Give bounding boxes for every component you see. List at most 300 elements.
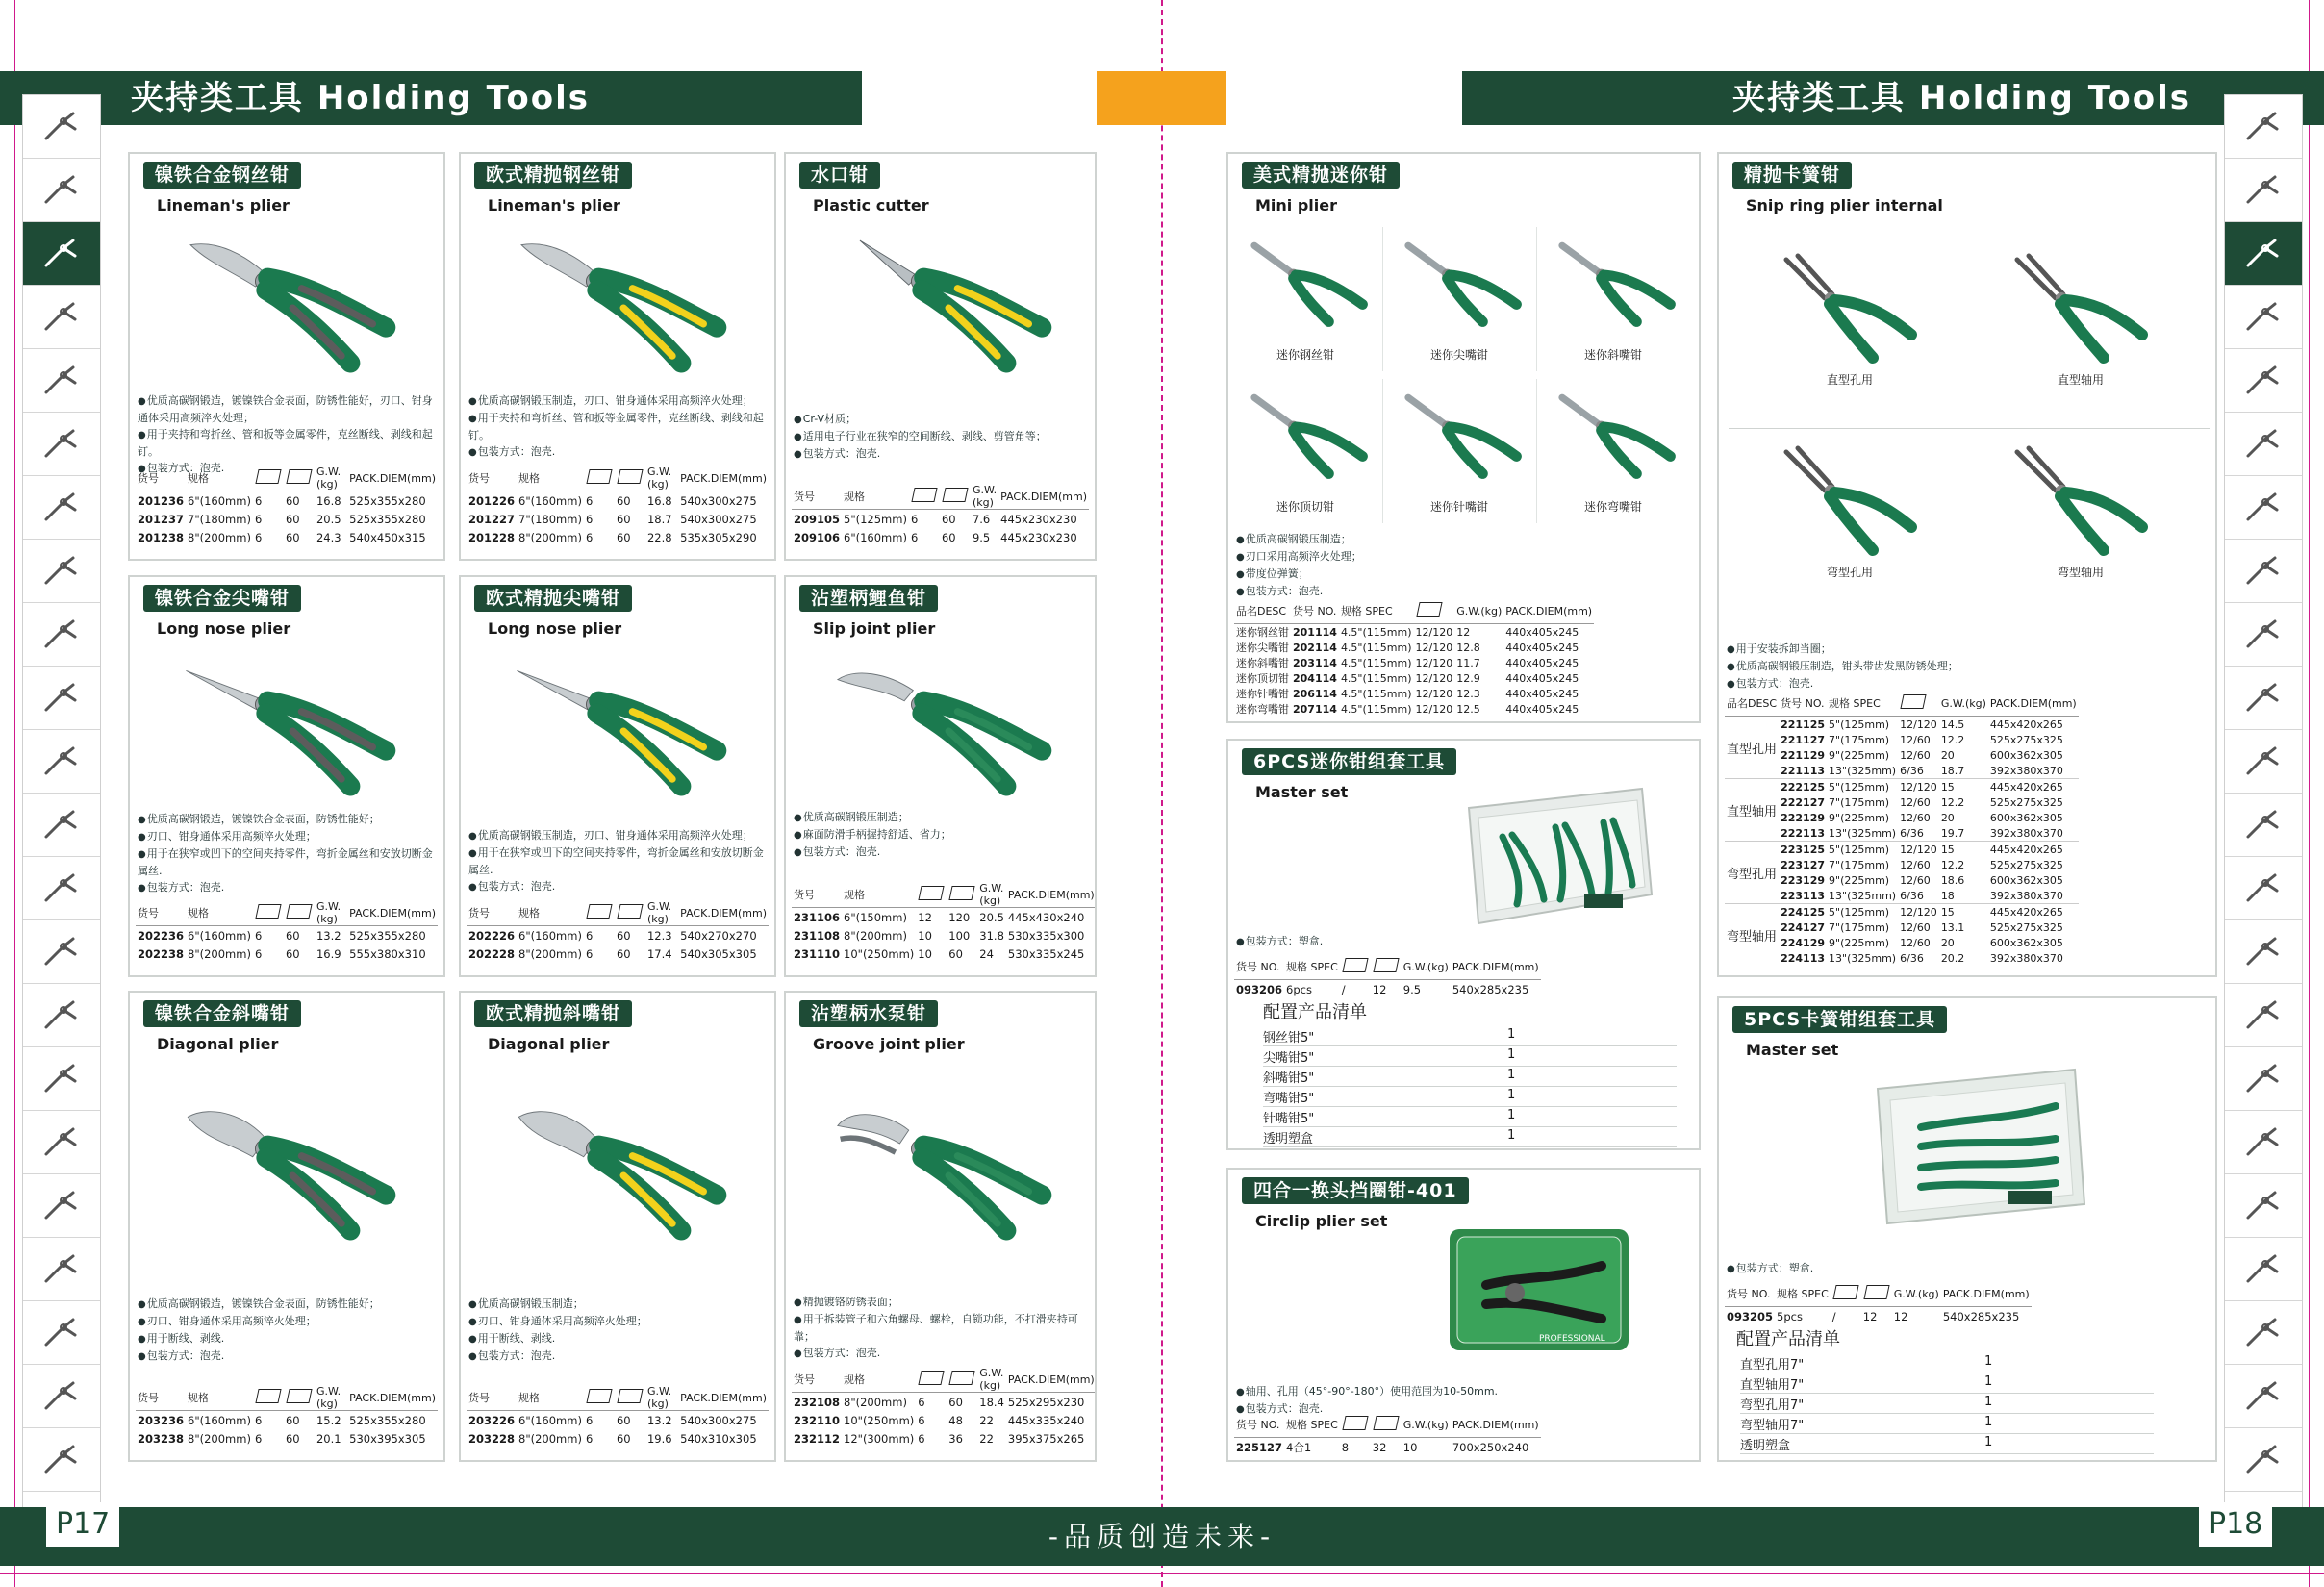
socket-icon[interactable] <box>23 1047 100 1111</box>
table-row <box>1725 842 2079 858</box>
mini-plier-panel <box>1226 152 1701 723</box>
col-header-box-icon <box>615 900 645 926</box>
table-cell: 60 <box>948 1395 963 1409</box>
wrench-icon[interactable] <box>23 286 100 349</box>
table-cell: 20 <box>1940 811 1955 824</box>
col-header-box-icon <box>253 900 284 926</box>
table-row <box>1234 670 1594 686</box>
table-cell: 13.2 <box>646 1413 672 1427</box>
config-qty: 1 <box>1984 1374 1993 1389</box>
tool-box-icon[interactable] <box>2225 1365 2302 1428</box>
table-cell: 6 <box>254 530 263 544</box>
table-cell: 7"(175mm) <box>1829 858 1890 871</box>
circlip-package-image <box>1448 1227 1630 1352</box>
col-header: 货号 <box>138 907 159 919</box>
desc-line: ● 用于拆装管子和六角螺母、螺栓，自锁功能，不打滑夹持可靠； <box>794 1311 1087 1345</box>
set5-case-image <box>1863 1060 2094 1233</box>
carton-icon <box>286 469 312 484</box>
mini-plier-label: 迷你弯嘴钳 <box>1584 500 1643 514</box>
table-cell: 13"(325mm) <box>1829 764 1897 777</box>
table-cell: 9"(225mm) <box>1829 936 1890 949</box>
table-cell: 203114 <box>1293 656 1337 669</box>
plier-image <box>824 644 1055 802</box>
table-cell: 9"(225mm) <box>1829 873 1890 887</box>
table-cell: 11.7 <box>1456 656 1480 669</box>
table-cell: 540x285x235 <box>1942 1309 2020 1323</box>
col-header: G.W.(kg) <box>1893 1287 1939 1300</box>
table-cell: 525x275x325 <box>1989 733 2063 746</box>
col-header: G.W.(kg) <box>316 466 341 491</box>
table-row <box>467 926 769 945</box>
table-row <box>1725 1307 2032 1326</box>
desc-line: ● 优质高碳钢锻压制造； <box>1236 531 1691 548</box>
table-row <box>1725 904 2079 920</box>
hex-key-icon[interactable] <box>23 857 100 920</box>
table-cell: 20.2 <box>1940 951 1965 965</box>
snap-en-title: Snip ring plier internal <box>1746 196 1943 214</box>
table-row <box>1234 655 1594 670</box>
group-label: 直型孔用 <box>1727 742 1778 757</box>
table-cell: 12 <box>1456 625 1471 639</box>
table-cell: 540x450x315 <box>349 530 426 544</box>
table-cell: 525x295x230 <box>1007 1395 1085 1409</box>
knife-icon-glyph <box>40 806 83 844</box>
table-cell: 392x380x370 <box>1989 889 2063 902</box>
table-cell: 20 <box>1940 748 1955 762</box>
carton-icon <box>617 904 643 919</box>
crimper-icon-glyph <box>40 616 83 654</box>
config-divider <box>1263 1126 1677 1127</box>
clamp-icon[interactable] <box>23 1174 100 1238</box>
table-row <box>792 908 1097 927</box>
carton-icon <box>1342 1416 1368 1430</box>
stapler-icon[interactable] <box>23 667 100 730</box>
table-cell: 223113 <box>1781 889 1826 902</box>
caulking-gun-icon[interactable] <box>23 1301 100 1365</box>
mini-plier-cell <box>1546 379 1690 523</box>
table-cell: 15.2 <box>316 1413 341 1427</box>
table-row <box>1234 686 1594 701</box>
table-cell: 18.6 <box>1940 873 1965 887</box>
desc-line: ● 刃口采用高频淬火处理； <box>1236 548 1691 566</box>
mini-plier-cell <box>1546 227 1690 371</box>
table-header-row <box>792 882 1097 908</box>
col-header: 规格 <box>518 472 541 485</box>
table-cell: 540x300x275 <box>680 512 757 526</box>
config-item: 尖嘴钳5" <box>1263 1051 1315 1066</box>
table-cell: 8"(200mm) <box>518 1431 582 1446</box>
welding-mask-icon[interactable] <box>23 1111 100 1174</box>
table-cell: 迷你钢丝钳 <box>1236 626 1289 639</box>
mini-cn-title: 美式精抛迷你钳 <box>1242 162 1400 189</box>
hammer-icon[interactable] <box>23 349 100 413</box>
knife-icon[interactable] <box>23 794 100 857</box>
table-row <box>792 945 1097 963</box>
mini-plier-image <box>1246 387 1376 487</box>
table-cell: 16.8 <box>316 493 341 508</box>
desc-line: ● 包装方式：泡壳. <box>1727 675 2208 693</box>
col-header: PACK.DIEM(mm) <box>349 906 436 919</box>
snap-grid-divider <box>1729 428 2210 429</box>
col-header-box-icon <box>615 466 645 491</box>
screwdriver-icon[interactable] <box>23 413 100 476</box>
panel-cn-title: 镍铁合金斜嘴钳 <box>143 1000 301 1027</box>
clamp-icon[interactable] <box>2225 1174 2302 1238</box>
insulated-pliers-icon[interactable] <box>2225 476 2302 540</box>
table-cell: 19.7 <box>1940 826 1965 840</box>
table-cell: 7"(175mm) <box>1829 733 1890 746</box>
file-icon[interactable] <box>23 920 100 984</box>
table-cell: 6 <box>254 946 263 961</box>
mini-plier-cell <box>1392 379 1537 523</box>
socket-icon[interactable] <box>2225 1047 2302 1111</box>
col-header: 规格 <box>188 1392 210 1404</box>
right-title-bar <box>1462 71 2324 125</box>
table-cell: 203236 <box>138 1413 185 1427</box>
table-cell: 12/120 <box>1415 671 1453 685</box>
desc-line: ● 优质高碳钢锻压制造； <box>794 809 1087 826</box>
col-header: 规格 <box>844 1373 866 1386</box>
table-cell: 232112 <box>794 1431 841 1446</box>
table-header-row <box>136 466 438 491</box>
panel-description <box>468 392 767 461</box>
desc-line: ● 适用电子行业在狭窄的空间断线、剥线、剪管角等； <box>794 428 1087 445</box>
desc-line: ● 优质高碳钢锻压制造，钳头带齿发黑防锈处理； <box>1727 658 2208 675</box>
carton-icon <box>949 1371 975 1385</box>
pliers-icon[interactable] <box>2225 222 2302 286</box>
table-cell: 445x335x240 <box>1007 1413 1085 1427</box>
table-header-row <box>467 1385 769 1411</box>
drill-icon-glyph <box>40 108 83 146</box>
table-cell: 12"(300mm) <box>844 1431 915 1446</box>
table-cell: 535x305x290 <box>680 530 757 544</box>
col-header-box-icon <box>615 1385 645 1411</box>
desc-line: ● 优质高碳钢锻压制造，刃口、钳身通体采用高频淬火处理； <box>468 827 767 844</box>
table-cell: 6"(160mm) <box>518 1413 582 1427</box>
col-header: 货号 <box>468 907 490 919</box>
panel-cn-title: 镍铁合金钢丝钳 <box>143 162 301 189</box>
hammer-icon-glyph <box>40 362 83 400</box>
table-header-row <box>1234 598 1594 624</box>
table-row <box>136 528 438 546</box>
config-item: 弯型轴用7" <box>1740 1419 1805 1433</box>
desc-line: ● 优质高碳钢锻造，镀镍铁合金表面，防锈性能好； <box>138 1296 436 1313</box>
table-cell: 202228 <box>468 946 516 961</box>
table-cell: 15 <box>1940 843 1955 856</box>
snap-plier-cell <box>1969 442 2190 616</box>
caulking-gun-icon-glyph <box>40 1314 83 1352</box>
set5-config-title: 配置产品清单 <box>1736 1329 1840 1349</box>
col-header: G.W.(kg) <box>316 1385 341 1410</box>
config-divider <box>1740 1393 2154 1394</box>
table-cell: 525x355x280 <box>349 928 426 943</box>
mini-plier-cell <box>1238 379 1383 523</box>
snap-description <box>1727 641 2208 693</box>
carton-icon <box>1832 1285 1858 1299</box>
welding-mask-icon-glyph <box>2242 1123 2285 1162</box>
table-cell: 13"(325mm) <box>1829 951 1897 965</box>
config-divider <box>1740 1433 2154 1434</box>
table-cell: 540x270x270 <box>680 928 757 943</box>
drill-icon[interactable] <box>2225 95 2302 159</box>
col-header: 货号 NO. <box>1236 961 1280 973</box>
col-header-box-icon <box>584 1385 615 1411</box>
crimper-icon[interactable] <box>23 603 100 667</box>
table-cell: 12 <box>1862 1309 1878 1323</box>
product-panel-diagonal-nickel <box>128 991 445 1462</box>
table-cell: 232110 <box>794 1413 841 1427</box>
config-item: 弯型孔用7" <box>1740 1398 1805 1413</box>
table-row <box>1725 779 2079 795</box>
file-icon[interactable] <box>2225 920 2302 984</box>
table-cell: 5pcs <box>1777 1309 1803 1323</box>
panel-spec-table <box>136 900 438 963</box>
desc-line: ● 包装方式：泡壳. <box>468 1348 767 1365</box>
panel-spec-table <box>467 900 769 963</box>
tool-box-icon[interactable] <box>23 1365 100 1428</box>
table-cell: 6 <box>254 493 263 508</box>
panel-spec-table <box>792 882 1097 963</box>
carton-icon <box>255 469 281 484</box>
table-cell: 530x335x300 <box>1007 928 1085 943</box>
table-cell: 20.5 <box>979 910 1004 924</box>
table-row <box>467 1411 769 1430</box>
product-panel-plastic-cutter <box>784 152 1097 561</box>
table-row <box>1725 857 2079 872</box>
table-cell: 12/60 <box>1900 858 1931 871</box>
circlip-cn-title: 四合一换头挡圈钳-401 <box>1242 1177 1469 1204</box>
table-cell: 9"(225mm) <box>1829 748 1890 762</box>
table-cell: 202236 <box>138 928 185 943</box>
insulated-screwdriver-icon[interactable] <box>23 540 100 603</box>
desc-line: ● 优质高碳钢锻造，镀镍铁合金表面，防锈性能好； <box>138 811 436 828</box>
table-cell: 222113 <box>1781 826 1826 840</box>
config-item: 钢丝钳5" <box>1263 1031 1315 1045</box>
snap-plier-image <box>2008 442 2152 562</box>
table-cell: 12 <box>1893 1309 1908 1323</box>
table-header-row <box>1234 1412 1541 1438</box>
table-cell: 392x380x370 <box>1989 826 2063 840</box>
table-cell: 525x355x280 <box>349 512 426 526</box>
plier-image <box>824 1089 1055 1247</box>
col-header-box-icon <box>1898 691 1939 717</box>
table-cell: 15 <box>1940 905 1955 919</box>
config-divider <box>1263 1106 1677 1107</box>
table-cell: 525x355x280 <box>349 1413 426 1427</box>
table-cell: 525x275x325 <box>1989 795 2063 809</box>
col-header: G.W.(kg) <box>1940 696 1986 710</box>
adjustable-wrench-icon-glyph <box>40 996 83 1035</box>
snap-plier-cell <box>1738 442 1959 616</box>
adjustable-wrench-icon[interactable] <box>23 984 100 1047</box>
set5-cn-title: 5PCS卡簧钳组套工具 <box>1732 1006 1947 1033</box>
insulated-screwdriver-icon[interactable] <box>2225 540 2302 603</box>
knife-icon[interactable] <box>2225 794 2302 857</box>
tool-bag-icon[interactable] <box>2225 1238 2302 1301</box>
tool-bag-icon[interactable] <box>23 1238 100 1301</box>
table-row <box>792 528 1089 546</box>
knife-icon-glyph <box>2242 806 2285 844</box>
table-cell: 60 <box>616 1431 631 1446</box>
tape-measure-icon[interactable] <box>2225 159 2302 222</box>
insulated-pliers-icon[interactable] <box>23 476 100 540</box>
col-header: PACK.DIEM(mm) <box>1505 604 1593 617</box>
tool-cart-icon[interactable] <box>2225 1428 2302 1492</box>
circlip-package-text: PROFESSIONAL <box>1539 1334 1605 1344</box>
stapler-icon-glyph <box>2242 679 2285 718</box>
col-header-box-icon <box>1340 954 1371 980</box>
table-cell: 6 <box>585 1431 594 1446</box>
pliers-icon[interactable] <box>23 222 100 286</box>
table-cell: 6"(150mm) <box>844 910 907 924</box>
carton-icon <box>617 1389 643 1403</box>
desc-line: ● 轴用、孔用（45°-90°-180°）使用范围为10-50mm. <box>1236 1383 1691 1400</box>
table-header-row <box>136 1385 438 1411</box>
saw-icon[interactable] <box>2225 730 2302 794</box>
col-header-box-icon <box>584 900 615 926</box>
carton-icon <box>942 488 968 502</box>
left-title-bar <box>0 71 862 125</box>
table-cell: 525x355x280 <box>349 493 426 508</box>
table-cell: 221113 <box>1781 764 1826 777</box>
snap-plier-cell <box>1969 250 2190 423</box>
table-cell: 60 <box>616 512 631 526</box>
tool-cart-icon-glyph <box>2242 1441 2285 1479</box>
table-cell: 6 <box>585 493 594 508</box>
col-header: PACK.DIEM(mm) <box>1007 1373 1095 1386</box>
hammer-icon[interactable] <box>2225 349 2302 413</box>
table-cell: 600x362x305 <box>1989 873 2063 887</box>
config-qty: 1 <box>1507 1047 1516 1062</box>
welding-mask-icon[interactable] <box>2225 1111 2302 1174</box>
table-cell: 9"(225mm) <box>1829 811 1890 824</box>
desc-line: ● 用于夹持和弯折丝、管和扳等金属零件，克丝断线、剥线和起钉。 <box>468 410 767 443</box>
group-label: 直型轴用 <box>1727 804 1778 819</box>
table-header-row <box>792 1367 1097 1393</box>
table-row <box>136 1411 438 1430</box>
bottom-trim-line <box>0 1573 2324 1574</box>
product-panel-lineman-nickel <box>128 152 445 561</box>
table-cell: 120 <box>948 910 971 924</box>
table-cell: 19.6 <box>646 1431 672 1446</box>
table-cell: 12/60 <box>1900 920 1931 934</box>
hammer-icon-glyph <box>2242 362 2285 400</box>
col-header: 规格 <box>188 907 210 919</box>
table-cell: 迷你尖嘴钳 <box>1236 642 1289 654</box>
hex-key-icon[interactable] <box>2225 857 2302 920</box>
table-cell: 7"(180mm) <box>188 512 251 526</box>
table-cell: 10 <box>1402 1440 1418 1454</box>
table-cell: 222125 <box>1781 780 1826 794</box>
carton-icon <box>911 488 937 502</box>
config-qty: 1 <box>1507 1027 1516 1042</box>
tool-cart-icon[interactable] <box>23 1428 100 1492</box>
table-cell: 201226 <box>468 493 516 508</box>
table-cell: 7"(180mm) <box>518 512 582 526</box>
tape-measure-icon[interactable] <box>23 159 100 222</box>
left-title: 夹持类工具 Holding Tools <box>131 79 590 117</box>
saw-icon[interactable] <box>23 730 100 794</box>
table-row <box>467 510 769 528</box>
set5-spec-table <box>1725 1281 2032 1325</box>
table-row <box>1234 624 1594 641</box>
table-cell: 12/60 <box>1900 873 1931 887</box>
desc-line: ● 优质高碳钢锻造，镀镍铁合金表面，防锈性能好，刃口、钳身通体采用高频淬火处理； <box>138 392 436 426</box>
table-cell: 60 <box>941 512 956 526</box>
table-row <box>1234 1438 1541 1457</box>
desc-line: ● 用于断线、剥线. <box>468 1330 767 1348</box>
table-cell: 8"(200mm) <box>188 1431 251 1446</box>
table-row <box>136 1429 438 1448</box>
set6-panel <box>1226 739 1701 1150</box>
panel-en-title: Lineman's plier <box>488 196 620 214</box>
table-cell: 10"(250mm) <box>844 1413 915 1427</box>
accent-block <box>1097 71 1226 125</box>
table-cell: 440x405x245 <box>1505 702 1579 716</box>
carton-icon <box>255 904 281 919</box>
table-cell: 440x405x245 <box>1505 671 1579 685</box>
table-cell: 445x420x265 <box>1989 843 2063 856</box>
table-cell: 224125 <box>1781 905 1826 919</box>
table-row <box>136 926 438 945</box>
table-cell: 8"(200mm) <box>188 946 251 961</box>
table-cell: 6 <box>254 1413 263 1427</box>
col-header-box-icon <box>1414 598 1455 624</box>
carton-icon <box>919 886 945 900</box>
col-header-box-icon <box>916 882 947 908</box>
drill-icon[interactable] <box>23 95 100 159</box>
col-header: 货号 <box>468 472 490 485</box>
table-cell: 6 <box>918 1413 925 1427</box>
col-header: G.W.(kg) <box>646 466 672 491</box>
table-cell: 206114 <box>1293 687 1337 700</box>
screwdriver-icon[interactable] <box>2225 413 2302 476</box>
tool-cart-icon-glyph <box>40 1441 83 1479</box>
table-cell: 5"(125mm) <box>1829 843 1890 856</box>
table-cell: 445x230x230 <box>1000 512 1077 526</box>
table-cell: 20 <box>1940 936 1955 949</box>
adjustable-wrench-icon[interactable] <box>2225 984 2302 1047</box>
col-header-box-icon <box>284 900 315 926</box>
set6-config-title: 配置产品清单 <box>1263 1002 1367 1022</box>
table-cell: 9.5 <box>1402 982 1422 996</box>
table-cell: 221129 <box>1781 748 1826 762</box>
wrench-icon[interactable] <box>2225 286 2302 349</box>
config-item: 直型孔用7" <box>1740 1358 1805 1373</box>
desc-line: ● 用于断线、剥线. <box>138 1330 436 1348</box>
tool-box-icon-glyph <box>40 1377 83 1416</box>
table-cell: / <box>1831 1309 1836 1323</box>
crimper-icon[interactable] <box>2225 603 2302 667</box>
group-label: 弯型孔用 <box>1727 867 1778 882</box>
carton-icon <box>919 1371 945 1385</box>
table-cell: 540x300x275 <box>680 493 757 508</box>
col-header-box-icon <box>940 484 971 510</box>
snap-plier-image <box>1777 250 1921 369</box>
table-cell: 12/60 <box>1900 733 1931 746</box>
stapler-icon[interactable] <box>2225 667 2302 730</box>
mini-plier-label: 迷你针嘴钳 <box>1430 500 1489 514</box>
panel-description <box>794 809 1087 861</box>
caulking-gun-icon[interactable] <box>2225 1301 2302 1365</box>
page-number-right: P18 <box>2199 1502 2272 1547</box>
config-divider <box>1263 1086 1677 1087</box>
table-cell: 60 <box>285 928 300 943</box>
col-header-box-icon <box>1371 954 1402 980</box>
table-cell: 60 <box>285 1431 300 1446</box>
table-cell: 201228 <box>468 530 516 544</box>
table-cell: 6 <box>585 946 594 961</box>
